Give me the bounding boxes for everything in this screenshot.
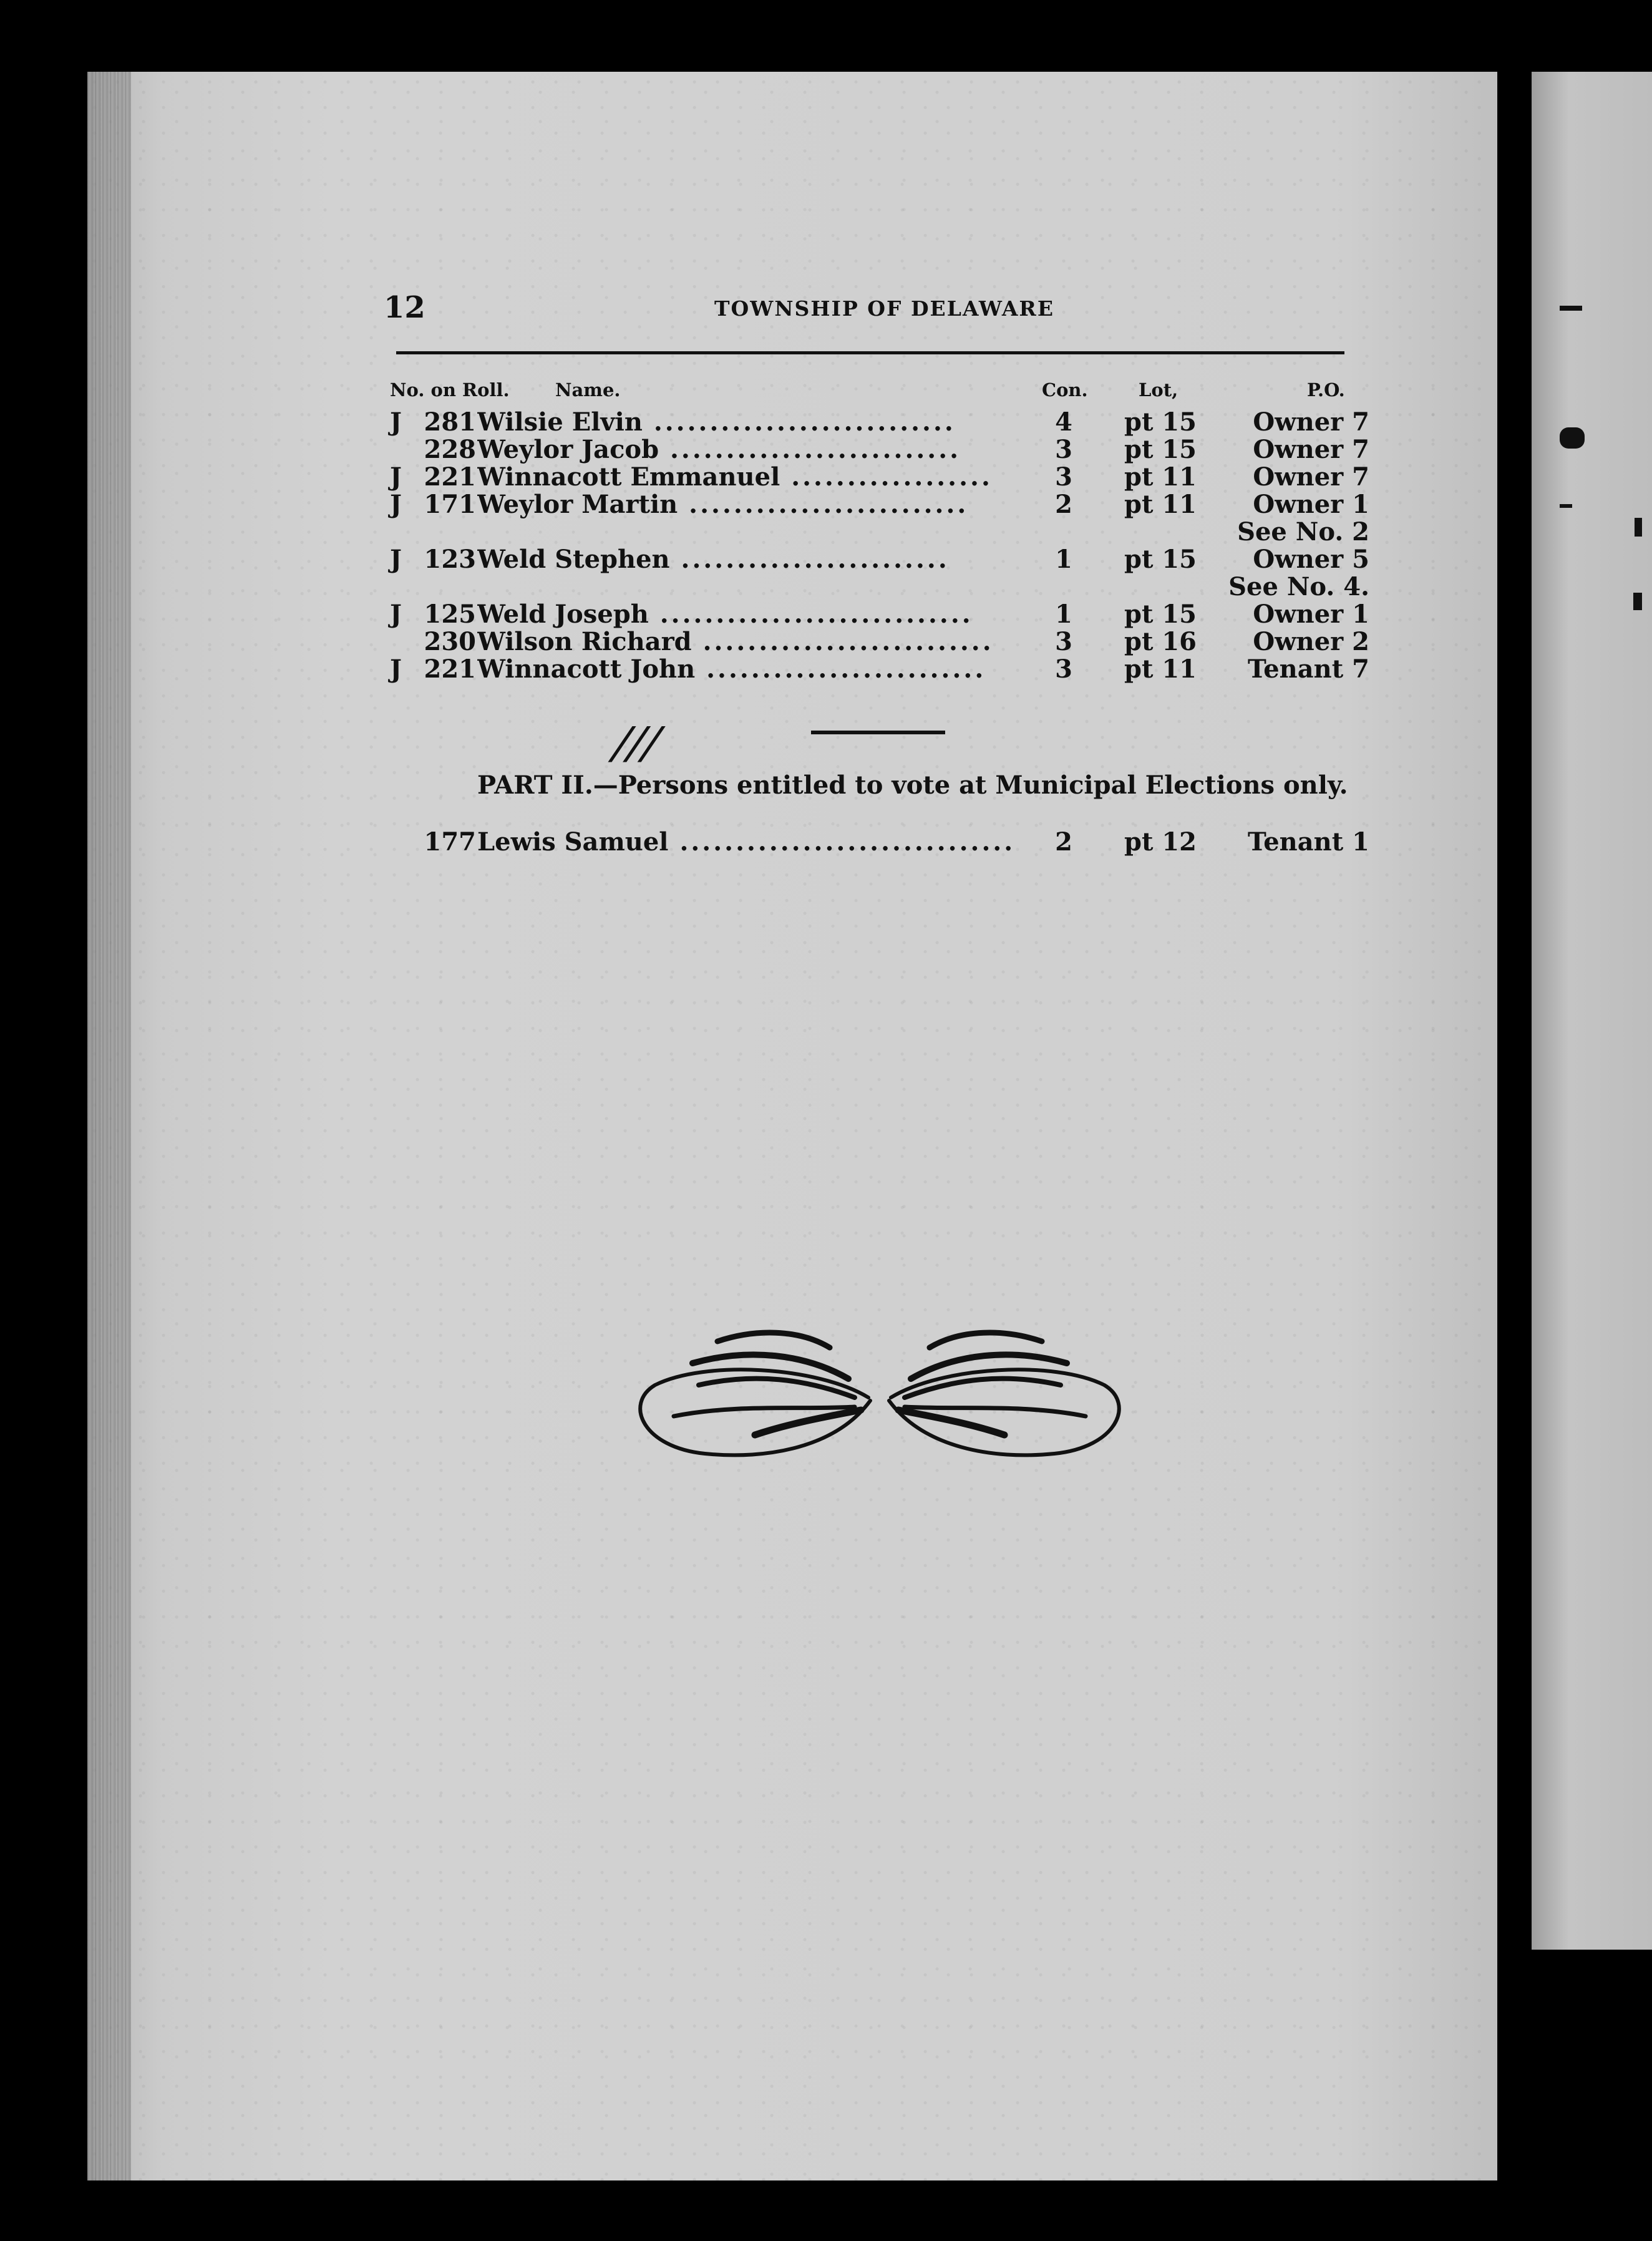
voter-name-text: Winnacott Emmanuel (477, 464, 780, 491)
voter-name-text: Weylor Martin (477, 491, 678, 518)
post-office-status: Owner 7 (1253, 407, 1369, 437)
post-office-status: Tenant 1 (1248, 827, 1369, 857)
dot-leader: ......................... (695, 656, 986, 683)
voter-name (477, 491, 1101, 518)
lot: pt 11 (1124, 654, 1197, 684)
voter-name-text: Weylor Jacob (477, 436, 659, 464)
dot-leader: .................. (780, 464, 993, 491)
table-row (390, 490, 1369, 547)
dot-leader: ......................... (678, 491, 969, 518)
decorative-flourish-icon (630, 1329, 1129, 1504)
post-office-status: Owner 2 (1253, 627, 1369, 656)
roll-number: 125 (424, 600, 476, 629)
voter-name-text: Weld Stephen (477, 546, 670, 573)
voter-name (477, 601, 1101, 628)
page-binding-edge (87, 72, 131, 2180)
post-office-status: Owner 7 (1253, 462, 1369, 492)
voter-name-text: Wilson Richard (477, 628, 692, 656)
roll-prefix: J (390, 654, 402, 684)
lot: pt 15 (1124, 545, 1197, 574)
running-head: TOWNSHIP OF DELAWARE (714, 296, 1055, 321)
adjacent-page-marks (1560, 268, 1652, 643)
table-row (390, 545, 1369, 601)
roll-number: 230 (424, 627, 476, 656)
dot-leader: .............................. (668, 829, 1016, 856)
row-note: See No. 2 (1237, 517, 1369, 547)
roll-prefix: J (390, 600, 402, 629)
post-office-status: Owner 1 (1253, 490, 1369, 519)
roll-number: 177 (424, 827, 476, 857)
table-row (390, 407, 1369, 437)
page-header (384, 290, 1344, 334)
roll-number: 123 (424, 545, 476, 574)
roll-prefix: J (390, 407, 402, 437)
column-header-roll: No. on Roll. (390, 379, 510, 401)
post-office-status: Owner 7 (1253, 435, 1369, 464)
concession: 1 (1055, 545, 1072, 574)
roll-number: 221 (424, 654, 476, 684)
concession: 1 (1055, 600, 1072, 629)
concession: 3 (1055, 654, 1072, 684)
lot: pt 11 (1124, 462, 1197, 492)
dot-leader: .......................... (659, 436, 961, 464)
column-header-lot: Lot, (1139, 379, 1178, 401)
voter-name-text: Winnacott John (477, 656, 696, 683)
table-row (390, 654, 1369, 684)
roll-number: 228 (424, 435, 476, 464)
lot: pt 12 (1124, 827, 1197, 857)
concession: 3 (1055, 462, 1072, 492)
dot-leader: .......................... (691, 628, 994, 656)
page-number: 12 (384, 290, 425, 325)
column-header-po: P.O. (1307, 379, 1345, 401)
table-row (390, 627, 1369, 656)
lot: pt 16 (1124, 627, 1197, 656)
table-row (390, 462, 1369, 492)
concession: 4 (1055, 407, 1072, 437)
post-office-status: Owner 5 (1253, 545, 1369, 574)
voter-name-text: Wilsie Elvin (477, 409, 643, 436)
section-divider (811, 731, 945, 734)
roll-number: 171 (424, 490, 476, 519)
dot-leader: ........................... (642, 409, 956, 436)
table-row (390, 435, 1369, 464)
concession: 2 (1055, 490, 1072, 519)
row-note: See No. 4. (1228, 572, 1369, 601)
concession: 3 (1055, 435, 1072, 464)
lot: pt 15 (1124, 435, 1197, 464)
table-row (390, 827, 1369, 857)
roll-prefix: J (390, 545, 402, 574)
roll-number: 221 (424, 462, 476, 492)
lot: pt 15 (1124, 600, 1197, 629)
voter-name (477, 628, 1101, 656)
roll-number: 281 (424, 407, 476, 437)
column-headers (390, 379, 1363, 406)
lot: pt 15 (1124, 407, 1197, 437)
post-office-status: Owner 1 (1253, 600, 1369, 629)
column-header-name: Name. (555, 379, 621, 401)
dot-leader: ............................ (648, 601, 973, 628)
part-two-heading: PART II.—Persons entitled to vote at Municipal Elections only. (477, 770, 1348, 800)
voter-name (477, 829, 1101, 856)
voter-name (477, 436, 1101, 464)
lot: pt 11 (1124, 490, 1197, 519)
voter-name (477, 656, 1101, 683)
part-two-table (390, 827, 1369, 857)
voter-name-text: Lewis Samuel (477, 829, 669, 856)
voter-name (477, 546, 1101, 573)
dot-leader: ........................ (669, 546, 950, 573)
header-rule (396, 351, 1344, 354)
voter-name (477, 409, 1101, 436)
voter-name (477, 464, 1101, 491)
concession: 3 (1055, 627, 1072, 656)
voter-name-text: Weld Joseph (477, 601, 649, 628)
column-header-con: Con. (1042, 379, 1088, 401)
post-office-status: Tenant 7 (1248, 654, 1369, 684)
concession: 2 (1055, 827, 1072, 857)
handwritten-tick-mark: /// (610, 717, 663, 769)
roll-prefix: J (390, 462, 402, 492)
roll-prefix: J (390, 490, 402, 519)
voters-list-table (390, 407, 1369, 684)
table-row (390, 600, 1369, 629)
